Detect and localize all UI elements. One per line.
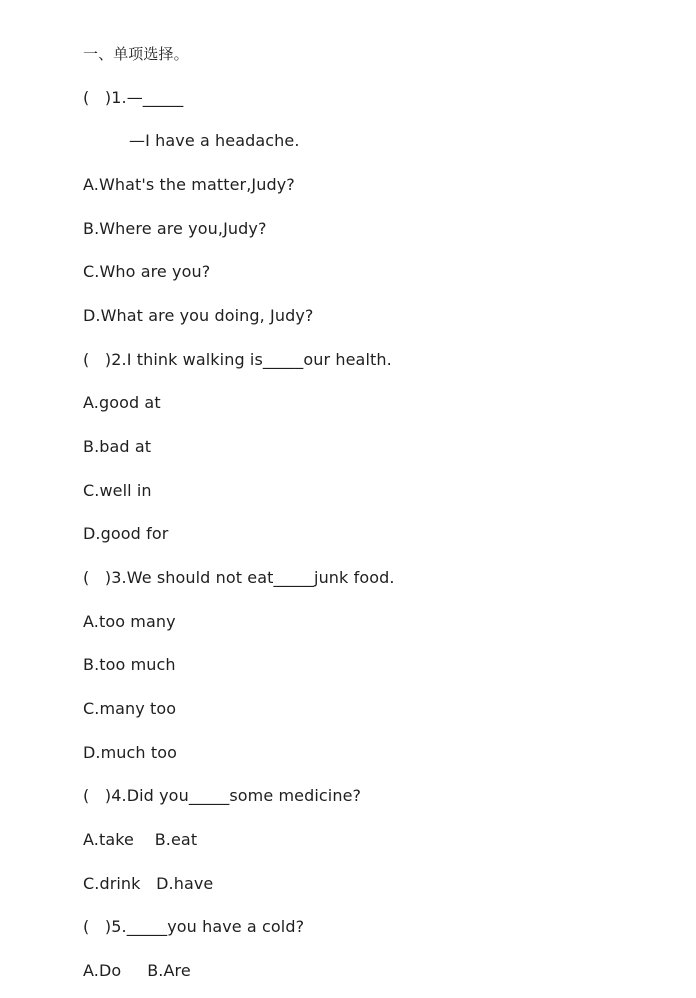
question-1-option-d: D.What are you doing, Judy? xyxy=(83,306,314,325)
question-1-reply: —I have a headache. xyxy=(129,131,300,150)
question-4-options-row-1: A.take B.eat xyxy=(83,830,198,849)
question-3-option-b: B.too much xyxy=(83,655,176,674)
question-3-option-d: D.much too xyxy=(83,743,178,762)
question-3-option-a: A.too many xyxy=(83,612,176,631)
question-2-stem: ( )2.I think walking is_____our health. xyxy=(83,350,392,369)
question-2-option-a: A.good at xyxy=(83,393,161,412)
question-4-stem: ( )4.Did you_____some medicine? xyxy=(83,786,362,805)
question-1-stem: ( )1.—_____ xyxy=(83,88,184,107)
question-2-option-d: D.good for xyxy=(83,524,169,543)
question-4-options-row-2: C.drink D.have xyxy=(83,874,214,893)
question-1-option-b: B.Where are you,Judy? xyxy=(83,219,267,238)
question-5-stem: ( )5._____you have a cold? xyxy=(83,917,305,936)
question-2-option-c: C.well in xyxy=(83,481,152,500)
question-5-options-row-1: A.Do B.Are xyxy=(83,961,191,980)
question-3-stem: ( )3.We should not eat_____junk food. xyxy=(83,568,395,587)
question-2-option-b: B.bad at xyxy=(83,437,152,456)
question-1-option-c: C.Who are you? xyxy=(83,262,211,281)
section-title: 一、单项选择。 xyxy=(83,45,189,63)
question-3-option-c: C.many too xyxy=(83,699,177,718)
question-1-option-a: A.What's the matter,Judy? xyxy=(83,175,295,194)
